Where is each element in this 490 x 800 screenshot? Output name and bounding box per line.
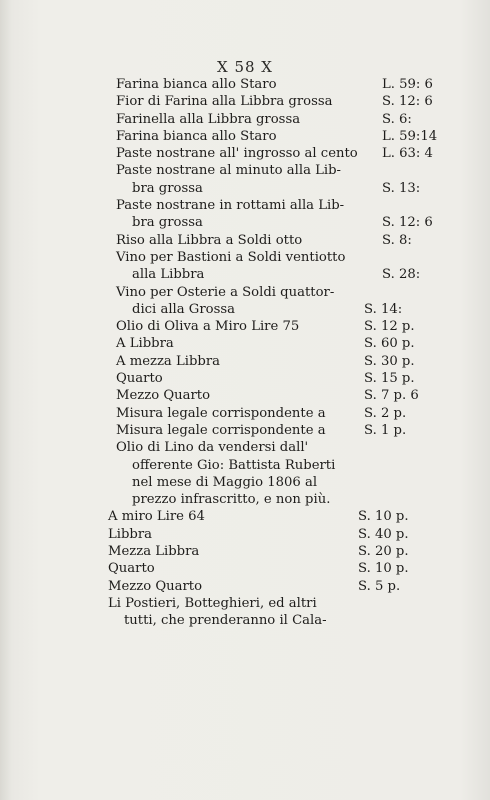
paragraph-text: prezzo infrascritto, e non più. bbox=[132, 492, 331, 508]
paragraph-line bbox=[108, 457, 458, 474]
entry-text: Mezzo Quarto bbox=[108, 578, 203, 594]
price-list bbox=[108, 76, 458, 630]
price-entry bbox=[108, 214, 458, 231]
price-entry bbox=[108, 301, 458, 318]
entry-text: A miro Lire 64 bbox=[108, 509, 205, 525]
price-entry bbox=[108, 370, 458, 387]
price-entry bbox=[108, 508, 458, 525]
entry-price: L. 63: 4 bbox=[382, 146, 433, 162]
closing-line bbox=[108, 595, 458, 612]
paragraph-text: nel mese di Maggio 1806 al bbox=[132, 474, 318, 490]
entry-text: Paste nostrane al minuto alla Lib- bbox=[116, 163, 341, 179]
entry-price: L. 59: 6 bbox=[382, 77, 433, 92]
entry-text: alla Libbra bbox=[132, 267, 205, 283]
entry-price: S. 60 p. bbox=[364, 336, 415, 352]
entry-text: Farina bianca allo Staro bbox=[116, 77, 277, 92]
entry-text: Farinella alla Libbra grossa bbox=[116, 111, 301, 127]
entry-text: Mezza Libbra bbox=[108, 544, 200, 560]
entry-text: Quarto bbox=[108, 561, 155, 577]
entry-price: S. 7 p. 6 bbox=[364, 388, 419, 404]
price-entry bbox=[108, 76, 458, 93]
page-header: Ⅹ 58 Ⅹ bbox=[217, 58, 273, 76]
entry-price: S. 1 p. bbox=[364, 422, 407, 438]
paragraph-line bbox=[108, 474, 458, 491]
price-entry bbox=[108, 560, 458, 577]
price-entry bbox=[108, 353, 458, 370]
entry-text: Quarto bbox=[116, 371, 163, 387]
closing-text: Li Postieri, Botteghieri, ed altri bbox=[108, 595, 317, 611]
entry-price: S. 10 p. bbox=[358, 509, 409, 525]
entry-text: Olio di Oliva a Miro Lire 75 bbox=[116, 319, 300, 335]
entry-text: Libbra bbox=[108, 526, 153, 542]
entry-price: S. 40 p. bbox=[358, 526, 409, 542]
entry-text: A Libbra bbox=[116, 336, 174, 352]
price-entry bbox=[108, 526, 458, 543]
entry-text: Farina bianca allo Staro bbox=[116, 128, 277, 144]
closing-text: tutti, che prenderanno il Cala- bbox=[124, 613, 327, 629]
entry-price: S. 20 p. bbox=[358, 544, 409, 560]
paragraph-text: Olio di Lino da vendersi dall' bbox=[116, 440, 309, 456]
entry-text: A mezza Libbra bbox=[116, 353, 220, 369]
entry-price: S. 10 p. bbox=[358, 561, 409, 577]
price-entry-line bbox=[108, 284, 458, 301]
entry-text: dici alla Grossa bbox=[132, 301, 235, 317]
price-entry-line bbox=[108, 162, 458, 179]
entry-text: Mezzo Quarto bbox=[116, 388, 211, 404]
price-entry bbox=[108, 578, 458, 595]
entry-price: S. 13: bbox=[382, 180, 421, 196]
entry-text: Riso alla Libbra a Soldi otto bbox=[116, 232, 303, 248]
price-entry bbox=[108, 232, 458, 249]
price-entry bbox=[108, 335, 458, 352]
entry-text: bra grossa bbox=[132, 215, 203, 231]
entry-text: Paste nostrane all' ingrosso al cento bbox=[116, 146, 358, 162]
price-entry bbox=[108, 180, 458, 197]
entry-price: L. 59:14 bbox=[382, 128, 438, 144]
entry-text: Fior di Farina alla Libbra grossa bbox=[116, 94, 333, 110]
paragraph-text: offerente Gio: Battista Ruberti bbox=[132, 457, 336, 473]
price-entry bbox=[108, 93, 458, 110]
entry-price: S. 12 p. bbox=[364, 319, 415, 335]
price-entry bbox=[108, 266, 458, 283]
entry-price: S. 8: bbox=[382, 232, 412, 248]
price-entry bbox=[108, 111, 458, 128]
paragraph-line bbox=[108, 439, 458, 456]
closing-line bbox=[108, 612, 458, 629]
entry-text: Vino per Osterie a Soldi quattor- bbox=[116, 284, 335, 300]
price-entry bbox=[108, 405, 458, 422]
entry-price: S. 2 p. bbox=[364, 405, 407, 421]
entry-text: Vino per Bastioni a Soldi ventiotto bbox=[116, 249, 346, 265]
price-entry bbox=[108, 422, 458, 439]
price-entry-line bbox=[108, 249, 458, 266]
entry-text: Paste nostrane in rottami alla Lib- bbox=[116, 198, 345, 214]
price-entry bbox=[108, 128, 458, 145]
price-entry bbox=[108, 543, 458, 560]
entry-text: bra grossa bbox=[132, 180, 203, 196]
entry-price: S. 12: 6 bbox=[382, 215, 433, 231]
price-entry bbox=[108, 387, 458, 404]
entry-price: S. 14: bbox=[364, 301, 403, 317]
price-entry bbox=[108, 318, 458, 335]
entry-price: S. 12: 6 bbox=[382, 94, 433, 110]
paragraph-line bbox=[108, 491, 458, 508]
entry-text: Misura legale corrispondente a bbox=[116, 405, 326, 421]
entry-price: S. 6: bbox=[382, 111, 412, 127]
price-entry bbox=[108, 145, 458, 162]
entry-text: Misura legale corrispondente a bbox=[116, 422, 326, 438]
entry-price: S. 15 p. bbox=[364, 371, 415, 387]
entry-price: S. 30 p. bbox=[364, 353, 415, 369]
entry-price: S. 28: bbox=[382, 267, 421, 283]
entry-price: S. 5 p. bbox=[358, 578, 401, 594]
price-entry-line bbox=[108, 197, 458, 214]
